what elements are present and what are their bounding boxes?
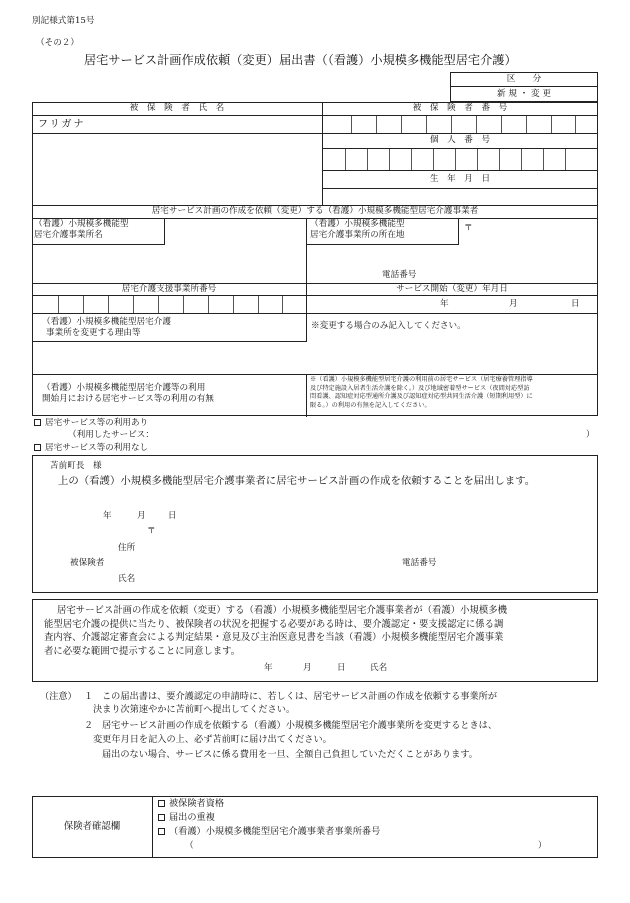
insurer-check-label: 保険者確認欄 <box>63 821 121 832</box>
declaration-day: 日 <box>168 511 177 521</box>
birthdate-header: 生 年 月 日 <box>429 174 491 184</box>
declaration-text: 上の（看護）小規模多機能型居宅介護事業者に居宅サービス計画の作成を依頼することを届出します。 <box>58 475 536 487</box>
declaration-postal-mark: 〒 <box>147 526 156 536</box>
declaration-name-field[interactable] <box>150 570 580 588</box>
insurer-office-number-field[interactable] <box>200 840 530 853</box>
usage-option-no[interactable]: 居宅サービス等の利用なし <box>34 443 148 454</box>
service-start-header: サービス開始（変更）年月日 <box>396 284 508 294</box>
insurer-office-number-open: （ <box>185 841 194 851</box>
checkbox-icon[interactable] <box>34 419 41 426</box>
form-title: 居宅サービス計画作成依頼（変更）届出書（（看護）小規模多機能型居宅介護） <box>84 53 517 67</box>
provider-section-header: 居宅サービス計画の作成を依頼（変更）する（看護）小規模多機能型居宅介護事業者 <box>151 206 479 216</box>
service-start-month: 月 <box>509 299 518 309</box>
office-number-cells[interactable] <box>33 296 306 313</box>
used-services-field[interactable] <box>190 430 580 441</box>
service-start-year: 年 <box>440 299 449 309</box>
usage-note: ※（看護）小規模多機能型居宅介護の利用前の居宅サービス（居宅療養管理指導 及び特定施設入居者生活介護を除く。）及び地域密着型サービス（夜間対応型訪 問看護、認知症対応型通所介護及び認知症対応型共同生活介護（短期利用型）に 限る。）の利用の有無を記入してください。 <box>310 376 533 409</box>
service-start-day: 日 <box>571 299 580 309</box>
declaration-address-field[interactable] <box>160 526 580 556</box>
personal-number-header: 個 人 番 号 <box>429 135 491 145</box>
declaration-address-label: 住所 <box>118 543 136 553</box>
kubun-value[interactable]: 新 規 ・ 変 更 <box>497 89 551 99</box>
declaration-name-label: 氏名 <box>118 574 136 584</box>
consent-year: 年 <box>264 663 273 673</box>
kubun-label: 区 分 <box>506 74 542 84</box>
form-number: 別記様式第15号 <box>32 16 95 26</box>
declaration-year: 年 <box>103 511 112 521</box>
birthdate-field[interactable] <box>323 189 598 205</box>
consent-name-field[interactable] <box>395 660 585 676</box>
provider-name-label: （看護）小規模多機能型 居宅介護事業所名 <box>34 219 129 240</box>
declaration-month: 月 <box>137 511 146 521</box>
checkbox-icon[interactable] <box>158 814 165 821</box>
office-number-header: 居宅介護支援事業所番号 <box>121 284 217 294</box>
insured-number-header: 被 保 険 者 番 号 <box>412 103 508 113</box>
insurer-check-item-3[interactable]: （看護）小規模多機能型居宅介護事業者事業所番号 <box>158 825 380 839</box>
declaration-phone-label: 電話番号 <box>402 558 437 568</box>
checkbox-icon[interactable] <box>158 828 165 835</box>
consent-name-label: 氏名 <box>370 663 388 673</box>
insurer-office-number-close: ） <box>538 841 547 851</box>
furigana-label: フリガナ <box>38 119 86 130</box>
checkbox-icon[interactable] <box>34 444 41 451</box>
provider-postal-mark: 〒 <box>464 223 473 233</box>
insurer-check-item-2[interactable]: 届出の重複 <box>158 811 380 825</box>
insured-name-field[interactable] <box>34 134 320 204</box>
usage-option-yes[interactable]: 居宅サービス等の利用あり <box>34 418 148 429</box>
provider-name-field[interactable] <box>166 219 305 281</box>
used-services-label: （利用したサービス： <box>68 430 154 440</box>
insurer-check-items <box>158 797 380 838</box>
consent-day: 日 <box>337 663 346 673</box>
insured-name-header: 被 保 険 者 氏 名 <box>129 103 225 113</box>
reason-note: ※変更する場合のみ記入してください。 <box>311 321 466 331</box>
addressee: 苫前町長 様 <box>50 461 102 471</box>
used-services-close: ） <box>586 430 595 440</box>
usage-label: （看護）小規模多機能型居宅介護等の利用 開始月における居宅サービス等の利用の有無 <box>42 383 214 404</box>
personal-number-cells[interactable] <box>323 149 598 170</box>
checkbox-icon[interactable] <box>158 800 165 807</box>
reason-label: （看護）小規模多機能型居宅介護 事業所を変更する理由等 <box>42 317 171 338</box>
provider-address-field[interactable] <box>460 219 596 281</box>
declaration-insured-label: 被保険者 <box>70 558 105 568</box>
consent-text: 居宅サービス計画の作成を依頼（変更）する（看護）小規模多機能型居宅介護事業者が（看護）小規模多機 能型居宅介護の提供に当たり、被保険者の状況を把握する必要がある時は、要介護認定・要支援認定に係る調 査内容、介護認定審査会による判定結果・意見及び主治医意見書を当該（看護）小規模多機能型居宅介護事業 者に必要な範囲で提示することに同意します。 <box>44 605 508 657</box>
provider-address-label: （看護）小規模多機能型 居宅介護事業所の所在地 <box>310 219 405 240</box>
form-part: （その２） <box>36 38 79 48</box>
consent-month: 月 <box>303 663 312 673</box>
insurer-check-item-1[interactable]: 被保険者資格 <box>158 797 380 811</box>
insured-number-cells[interactable] <box>323 116 598 133</box>
provider-phone-label: 電話番号 <box>382 270 417 280</box>
reason-field[interactable] <box>34 342 596 373</box>
service-start-date-field[interactable] <box>307 296 598 313</box>
